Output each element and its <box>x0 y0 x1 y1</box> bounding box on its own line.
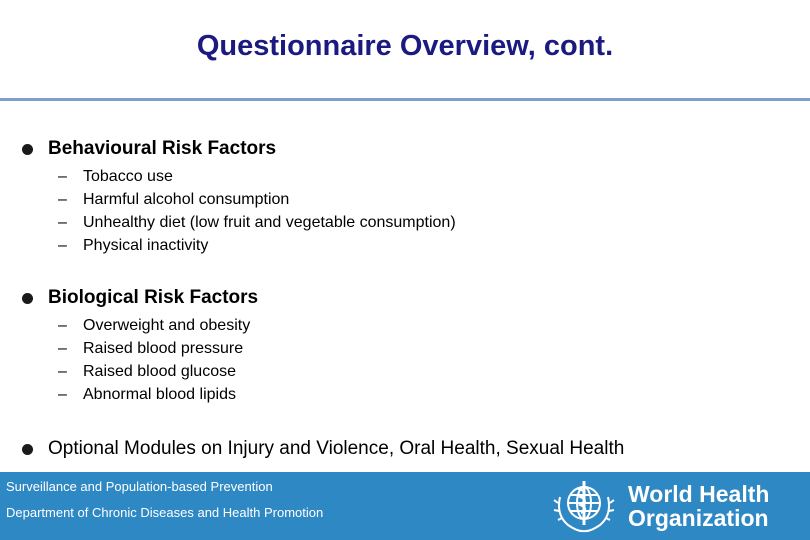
section-heading <box>22 137 456 161</box>
list-item <box>58 165 456 188</box>
list-item <box>58 383 258 406</box>
dash-marker: – <box>58 386 67 403</box>
list-item <box>58 211 456 234</box>
list-item <box>58 234 456 257</box>
item-text: Tobacco use <box>83 168 173 185</box>
footer-department-name: Department of Chronic Diseases and Health Promotion <box>6 505 324 520</box>
dash-marker: – <box>58 214 67 231</box>
item-text: Unhealthy diet (low fruit and vegetable consumption) <box>83 214 456 231</box>
who-emblem-icon <box>548 475 620 537</box>
dash-marker: – <box>58 191 67 208</box>
item-text: Raised blood glucose <box>83 363 236 380</box>
who-logo-text <box>628 482 769 530</box>
bullet-icon <box>22 144 33 155</box>
list-item <box>58 360 258 383</box>
item-text: Harmful alcohol consumption <box>83 191 290 208</box>
dash-marker: – <box>58 237 67 254</box>
logo-line2: Organization <box>628 505 769 531</box>
dash-marker: – <box>58 340 67 357</box>
who-logo <box>548 475 769 537</box>
sub-list <box>58 314 258 406</box>
bullet-icon <box>22 444 33 455</box>
title-divider <box>0 98 810 101</box>
list-item <box>58 188 456 211</box>
heading-text: Behavioural Risk Factors <box>48 138 277 159</box>
section-behavioural <box>22 137 456 257</box>
list-item <box>58 337 258 360</box>
sub-list <box>58 165 456 257</box>
item-text: Overweight and obesity <box>83 317 251 334</box>
list-item <box>58 314 258 337</box>
bullet-icon <box>22 293 33 304</box>
footer-unit-name: Surveillance and Population-based Prevention <box>6 479 273 494</box>
dash-marker: – <box>58 363 67 380</box>
dash-marker: – <box>58 168 67 185</box>
slide-title: Questionnaire Overview, cont. <box>196 30 614 62</box>
section-heading <box>22 437 624 461</box>
logo-line1: World Health <box>628 481 770 507</box>
section-optional-modules <box>22 437 624 461</box>
item-text: Raised blood pressure <box>83 340 244 357</box>
dash-marker: – <box>58 317 67 334</box>
heading-text: Biological Risk Factors <box>48 287 259 308</box>
item-text: Abnormal blood lipids <box>83 386 236 403</box>
heading-text: Optional Modules on Injury and Violence, Oral Health, Sexual Health <box>48 438 625 459</box>
item-text: Physical inactivity <box>83 237 209 254</box>
section-biological <box>22 286 258 406</box>
section-heading <box>22 286 258 310</box>
footer-bar <box>0 472 810 540</box>
